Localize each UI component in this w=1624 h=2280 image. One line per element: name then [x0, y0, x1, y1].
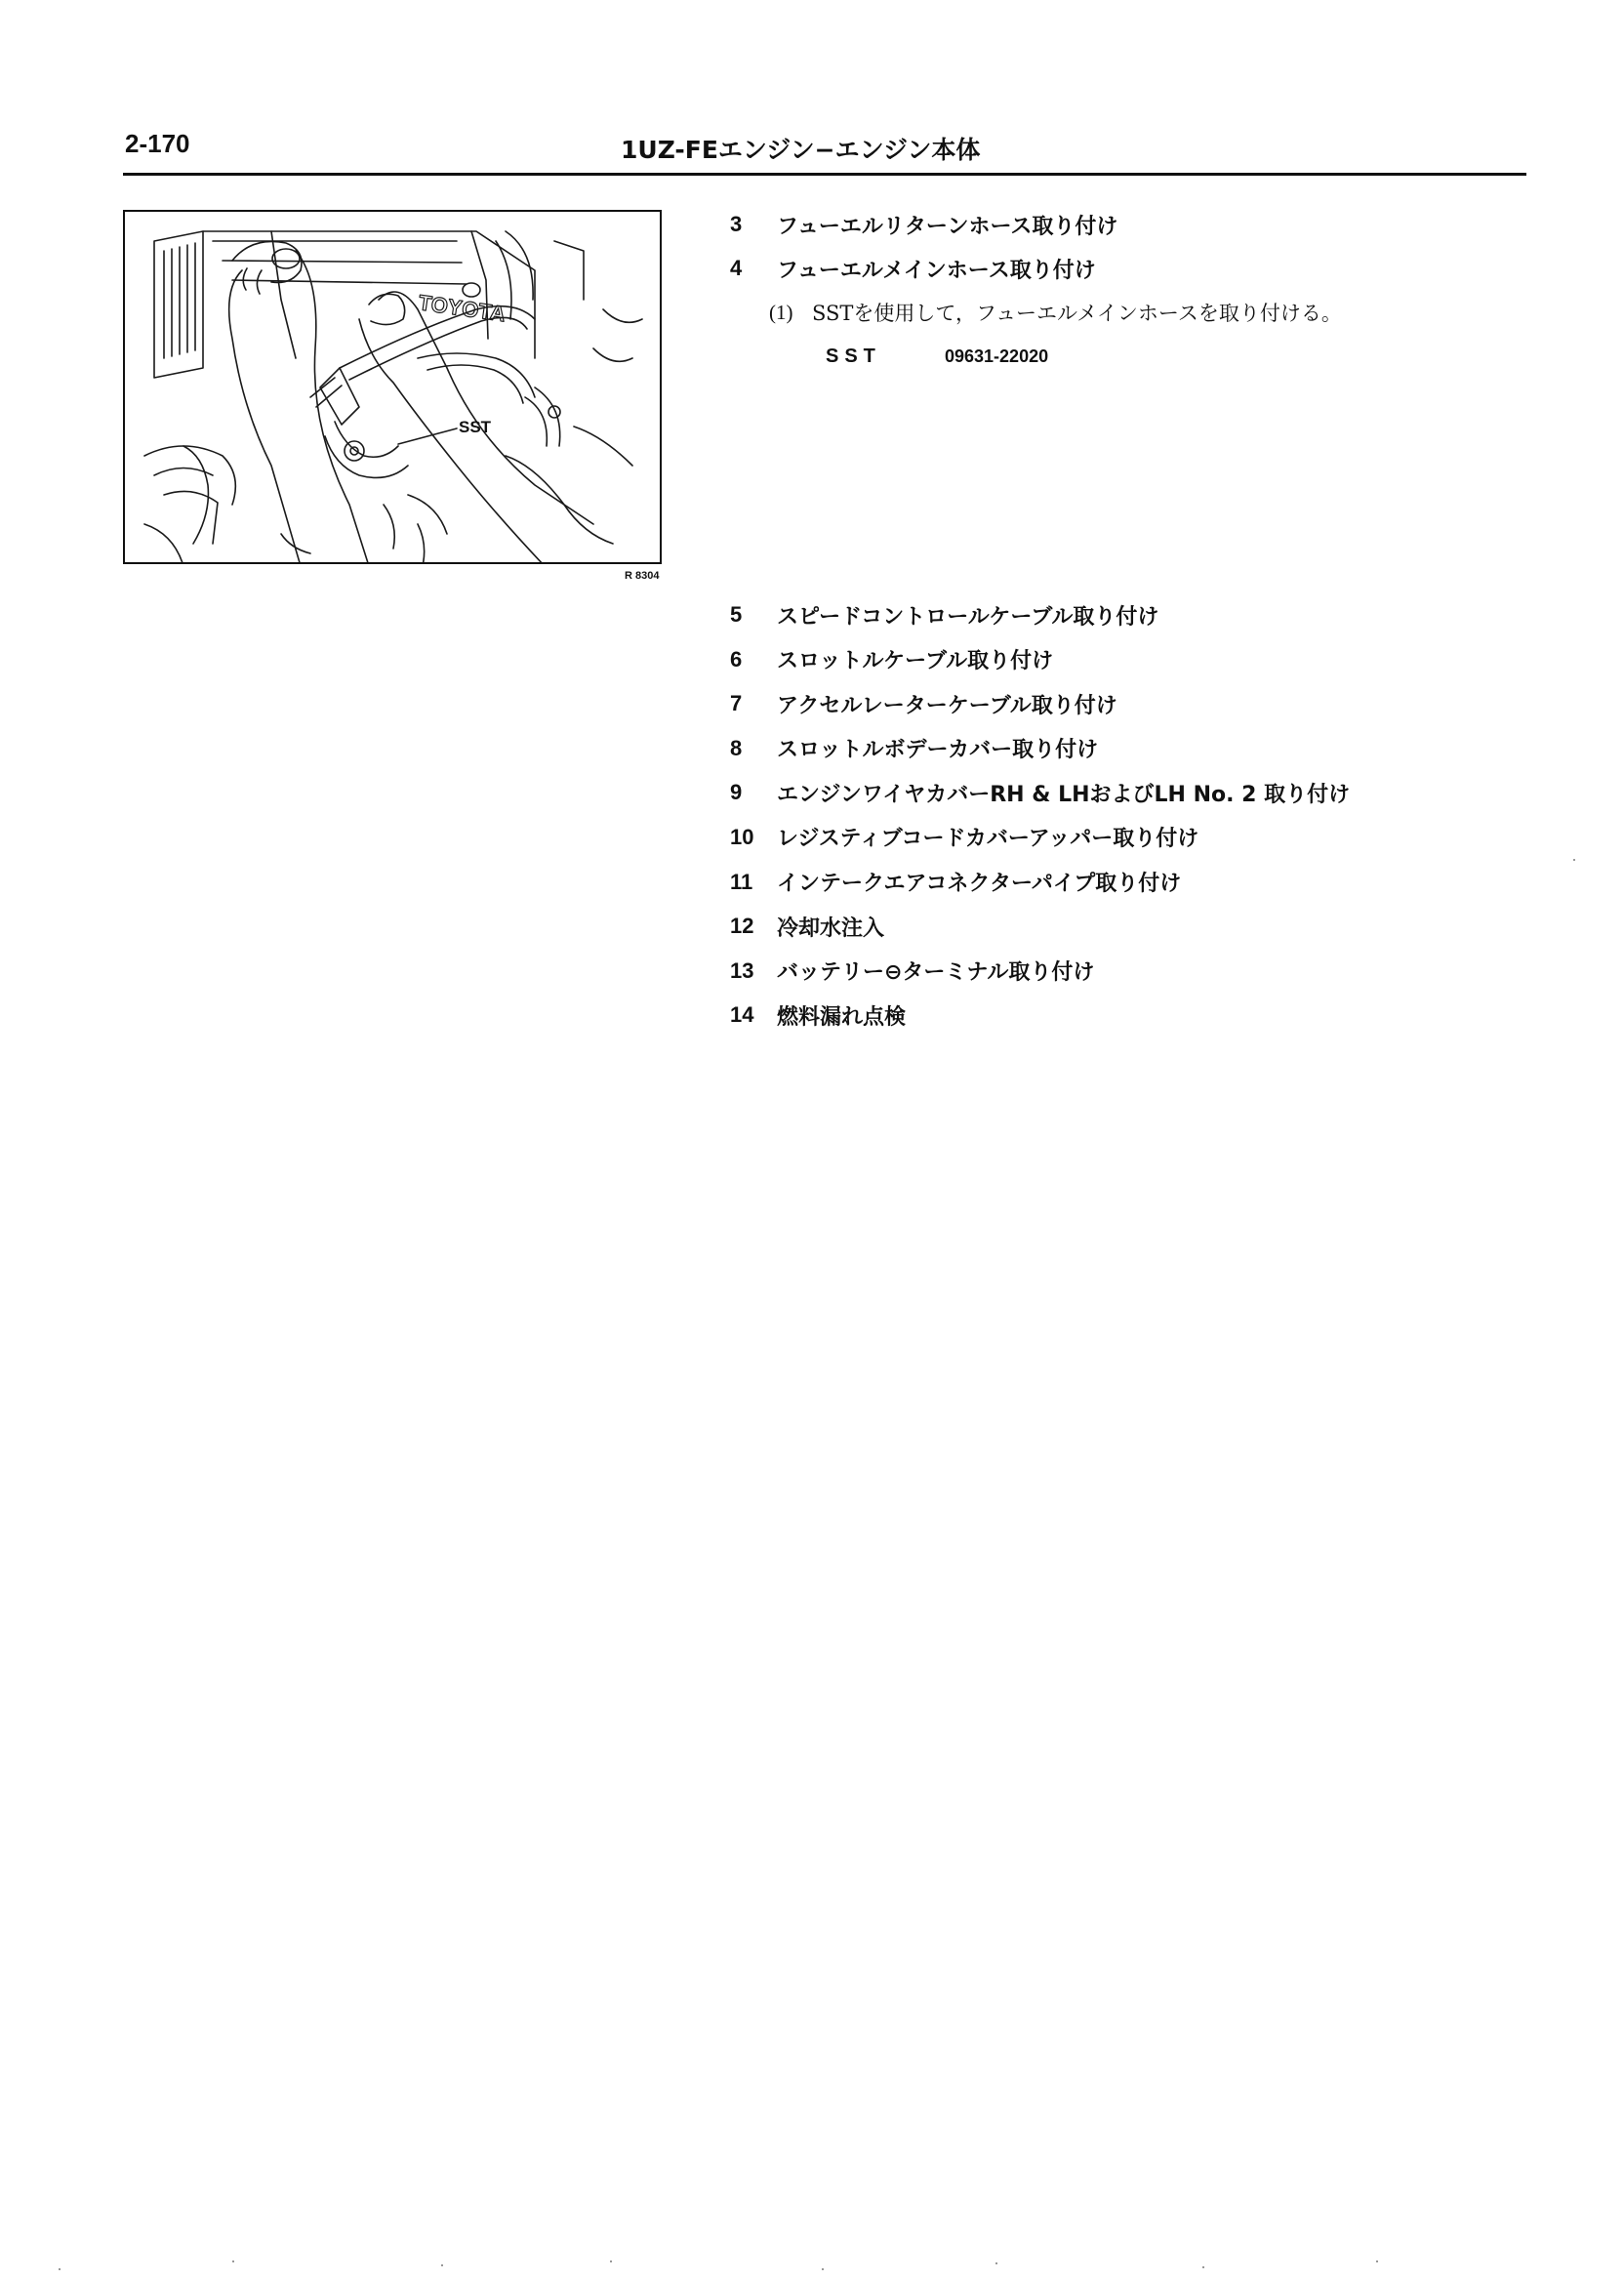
- list-item: [730, 688, 1569, 719]
- header-divider: [123, 173, 1526, 176]
- list-item: [730, 867, 1569, 898]
- scan-speck: [441, 2264, 443, 2266]
- step-text: 冷却水注入: [777, 916, 885, 941]
- step-text: インテークエアコネクターパイプ取り付け: [777, 872, 1182, 897]
- step-number: 5: [730, 602, 743, 627]
- step-number: 14: [730, 1002, 754, 1028]
- list-item: [730, 599, 1569, 631]
- step-number: 6: [730, 646, 743, 672]
- scan-speck: [1202, 2266, 1204, 2268]
- figure-code: R 8304: [625, 570, 660, 582]
- sst-label: SST: [826, 345, 881, 367]
- list-item: [730, 733, 1569, 764]
- list-item: [730, 999, 1569, 1031]
- step-number: 4: [730, 256, 743, 280]
- step-text: エンジンワイヤカバーRH & LHおよびLH No. 2 取り付け: [777, 782, 1351, 807]
- step-text: レジスティブコードカバーアッパー取り付け: [777, 827, 1199, 852]
- step-text: スロットルケーブル取り付け: [777, 649, 1054, 674]
- step-number: 11: [730, 869, 753, 894]
- scan-speck: [610, 2260, 612, 2262]
- step-number: 13: [730, 957, 754, 983]
- step-text: フューエルメインホース取り付け: [777, 258, 1096, 283]
- scan-speck: [822, 2268, 824, 2270]
- step-number: 12: [730, 914, 754, 939]
- list-item: [730, 911, 1569, 942]
- engine-illustration: [123, 210, 662, 564]
- steps-lower-list: [730, 599, 1569, 1044]
- sst-callout-label: SST: [459, 418, 492, 436]
- step-text: 燃料漏れ点検: [777, 1004, 907, 1030]
- scan-speck: [59, 2268, 61, 2270]
- list-item: [730, 253, 1530, 284]
- step-text: スピードコントロールケーブル取り付け: [777, 604, 1159, 630]
- section-title: 1UZ-FEエンジン−エンジン本体: [621, 136, 981, 164]
- substep: [769, 297, 1530, 328]
- scan-speck: [1573, 859, 1575, 861]
- step-number: 10: [730, 824, 754, 849]
- substep-text: SSTを使用して，フューエルメインホースを取り付ける。: [812, 302, 1342, 325]
- sst-part-number: 09631-22020: [945, 346, 1049, 366]
- list-item: [730, 777, 1569, 808]
- scan-speck: [232, 2260, 234, 2262]
- substep-number: (1): [769, 300, 793, 324]
- page-number: 2-170: [125, 129, 190, 158]
- list-item: [730, 956, 1569, 987]
- step-text: バッテリー⊖ターミナル取り付け: [777, 960, 1095, 986]
- step-number: 7: [730, 691, 743, 716]
- sst-line: [826, 342, 1530, 371]
- scan-speck: [995, 2262, 997, 2264]
- list-item: [730, 822, 1569, 853]
- step-number: 8: [730, 735, 743, 760]
- step-number: 9: [730, 780, 743, 805]
- toyota-emblem-text: TOYOTA: [417, 290, 508, 327]
- step-text: スロットルボデーカバー取り付け: [777, 738, 1099, 763]
- list-item: [730, 209, 1530, 240]
- list-item: [730, 644, 1569, 675]
- step-text: フューエルリターンホース取り付け: [777, 214, 1118, 239]
- step-text: アクセルレーターケーブル取り付け: [777, 693, 1117, 718]
- scan-speck: [1376, 2260, 1378, 2262]
- step-number: 3: [730, 212, 743, 236]
- steps-upper-list: [730, 209, 1530, 371]
